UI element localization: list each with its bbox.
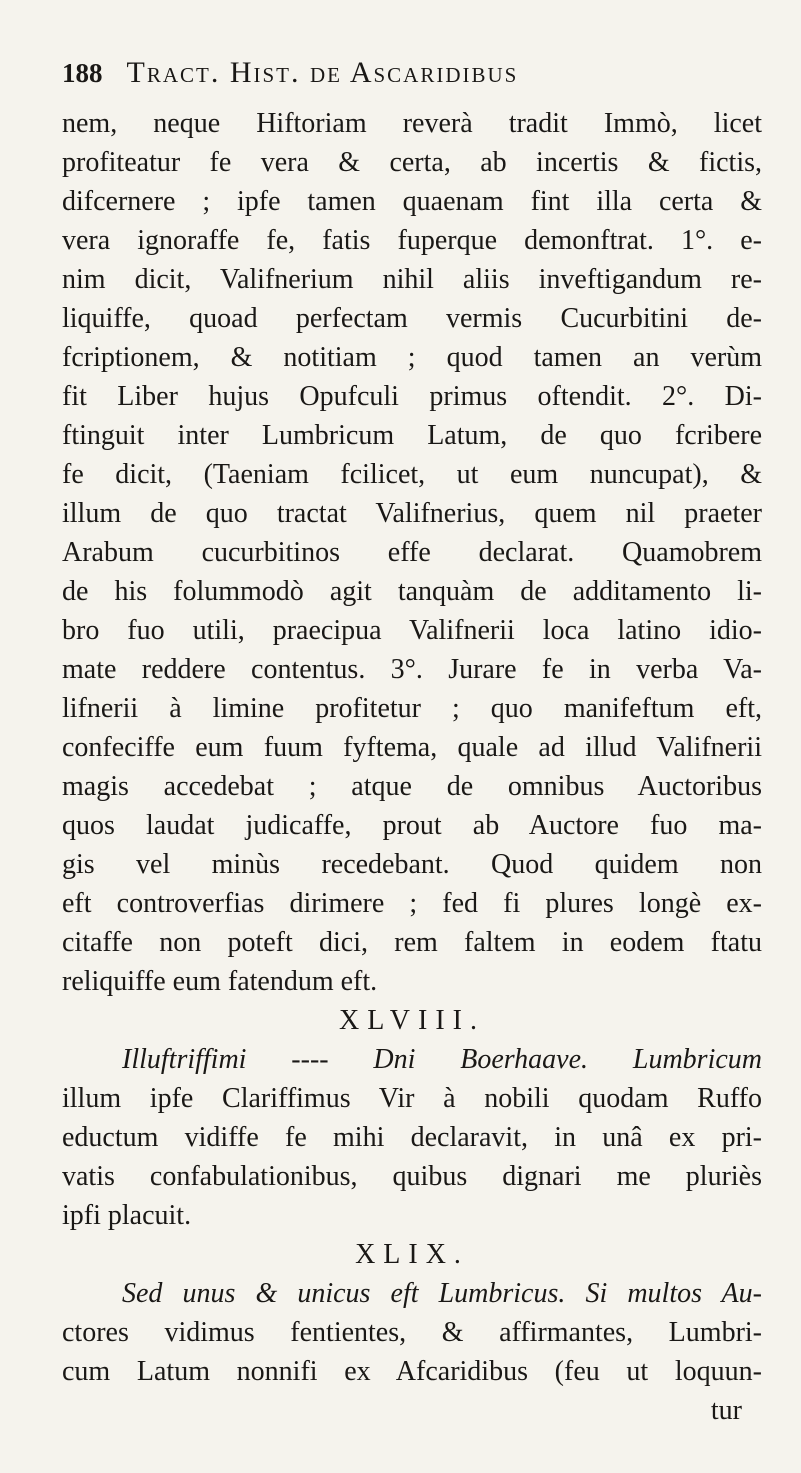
- section-lead: Illuftriffimi ---- Dni Boerhaave. Lumbricum: [122, 1044, 762, 1075]
- text-line: vera ignoraffe fe, fatis fuperque demonftrat. 1°. e-: [62, 225, 762, 256]
- section-text-line: vatis confabulationibus, quibus dignari me pluriès: [62, 1161, 762, 1192]
- text-line: magis accedebat ; atque de omnibus Auctoribus: [62, 771, 762, 802]
- text-line: lifnerii à limine profitetur ; quo manifeftum eft,: [62, 693, 762, 724]
- text-line: mate reddere contentus. 3°. Jurare fe in verba Va-: [62, 654, 762, 685]
- catchword: tur: [710, 1395, 742, 1426]
- text-line: difcernere ; ipfe tamen quaenam fint illa certa &: [62, 186, 762, 217]
- text-line: profiteatur fe vera & certa, ab incertis & fictis,: [62, 147, 762, 178]
- section-text-line: eductum vidiffe fe mihi declaravit, in unâ ex pri-: [62, 1122, 762, 1153]
- text-line: fe dicit, (Taeniam fcilicet, ut eum nuncupat), &: [62, 459, 762, 490]
- text-line: liquiffe, quoad perfectam vermis Cucurbitini de-: [62, 303, 762, 334]
- running-head: Tract. Hist. de Ascaridibus: [126, 56, 519, 89]
- text-line: nem, neque Hiftoriam reverà tradit Immò, licet: [62, 108, 762, 139]
- section-text-line: [62, 1040, 762, 1079]
- section-text-line: [62, 1274, 762, 1313]
- text-line: bro fuo utili, praecipua Valifnerii loca latino idio-: [62, 615, 762, 646]
- text-line: Arabum cucurbitinos effe declarat. Quamobrem: [62, 537, 762, 568]
- text-line: fit Liber hujus Opufculi primus oftendit. 2°. Di-: [62, 381, 762, 412]
- text-line: de his folummodò agit tanquàm de additamento li-: [62, 576, 762, 607]
- section-numeral: XLIX.: [355, 1239, 469, 1270]
- section-lead: Sed unus & unicus eft Lumbricus. Si multos Au-: [122, 1278, 762, 1309]
- text-line: fcriptionem, & notitiam ; quod tamen an verùm: [62, 342, 762, 373]
- text-line: ftinguit inter Lumbricum Latum, de quo fcribere: [62, 420, 762, 451]
- section-text-line: ctores vidimus fentientes, & affirmantes, Lumbri-: [62, 1317, 762, 1348]
- text-line: gis vel minùs recedebant. Quod quidem non: [62, 849, 762, 880]
- text-line: eft controverfias dirimere ; fed fi plures longè ex-: [62, 888, 762, 919]
- text-line: confeciffe eum fuum fyftema, quale ad illud Valifnerii: [62, 732, 762, 763]
- body-text: [62, 104, 762, 1430]
- text-line: citaffe non poteft dici, rem faltem in eodem ftatu: [62, 927, 762, 958]
- section-numeral: XLVIII.: [339, 1005, 485, 1036]
- section-text-line: ipfi placuit.: [62, 1200, 192, 1231]
- section-text-line: illum ipfe Clariffimus Vir à nobili quodam Ruffo: [62, 1083, 762, 1114]
- text-line: reliquiffe eum fatendum eft.: [62, 966, 378, 997]
- page-header: [62, 56, 702, 96]
- page-number: 188: [62, 58, 103, 88]
- text-line: quos laudat judicaffe, prout ab Auctore fuo ma-: [62, 810, 762, 841]
- text-line: nim dicit, Valifnerium nihil aliis inveftigandum re-: [62, 264, 762, 295]
- section-text-line: cum Latum nonnifi ex Afcaridibus (feu ut loquun-: [62, 1356, 762, 1387]
- text-line: illum de quo tractat Valifnerius, quem nil praeter: [62, 498, 762, 529]
